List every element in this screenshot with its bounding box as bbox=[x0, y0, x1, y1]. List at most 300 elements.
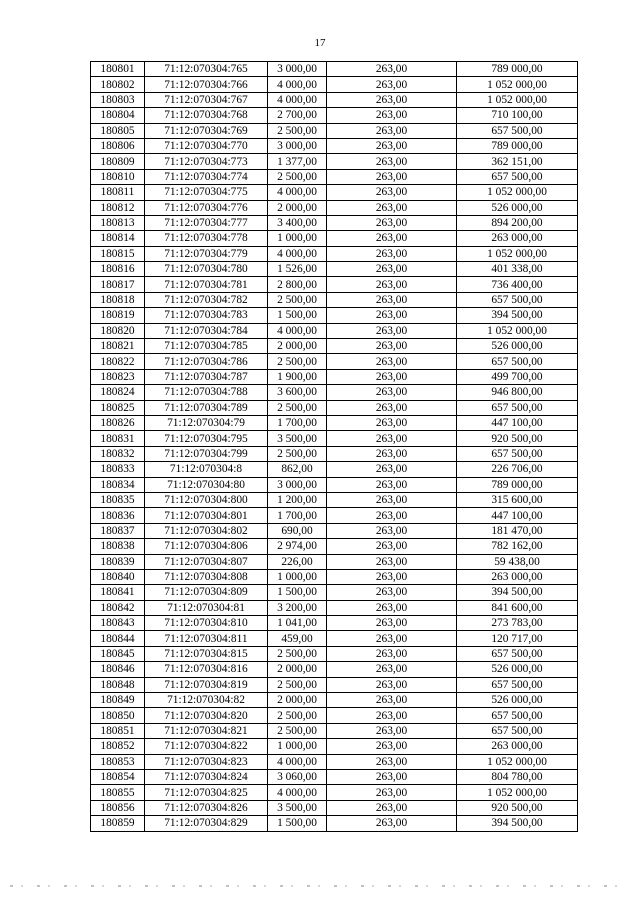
table-row bbox=[91, 154, 578, 169]
total-value-cell: 946 800,00 bbox=[457, 385, 578, 400]
area-cell: 3 200,00 bbox=[268, 600, 327, 615]
parcel-id-cell: 180831 bbox=[91, 431, 145, 446]
parcel-id-cell: 180854 bbox=[91, 769, 145, 784]
rate-cell: 263,00 bbox=[327, 523, 457, 538]
cadastral-number-cell: 71:12:070304:79 bbox=[145, 415, 268, 430]
area-cell: 4 000,00 bbox=[268, 754, 327, 769]
table-row bbox=[91, 492, 578, 507]
total-value-cell: 315 600,00 bbox=[457, 492, 578, 507]
rate-cell: 263,00 bbox=[327, 231, 457, 246]
parcel-id-cell: 180837 bbox=[91, 523, 145, 538]
total-value-cell: 394 500,00 bbox=[457, 308, 578, 323]
table-row bbox=[91, 569, 578, 584]
table-row bbox=[91, 708, 578, 723]
cadastral-number-cell: 71:12:070304:786 bbox=[145, 354, 268, 369]
parcel-id-cell: 180816 bbox=[91, 262, 145, 277]
parcel-id-cell: 180826 bbox=[91, 415, 145, 430]
cadastral-number-cell: 71:12:070304:787 bbox=[145, 369, 268, 384]
rate-cell: 263,00 bbox=[327, 585, 457, 600]
rate-cell: 263,00 bbox=[327, 339, 457, 354]
table-row bbox=[91, 339, 578, 354]
total-value-cell: 362 151,00 bbox=[457, 154, 578, 169]
parcel-id-cell: 180818 bbox=[91, 292, 145, 307]
rate-cell: 263,00 bbox=[327, 262, 457, 277]
rate-cell: 263,00 bbox=[327, 92, 457, 107]
table-row bbox=[91, 246, 578, 261]
rate-cell: 263,00 bbox=[327, 477, 457, 492]
table-row bbox=[91, 369, 578, 384]
rate-cell: 263,00 bbox=[327, 754, 457, 769]
table-row bbox=[91, 508, 578, 523]
area-cell: 2 000,00 bbox=[268, 662, 327, 677]
area-cell: 1 526,00 bbox=[268, 262, 327, 277]
table-row bbox=[91, 785, 578, 800]
area-cell: 3 000,00 bbox=[268, 62, 327, 77]
parcel-id-cell: 180842 bbox=[91, 600, 145, 615]
area-cell: 2 500,00 bbox=[268, 723, 327, 738]
area-cell: 1 000,00 bbox=[268, 231, 327, 246]
area-cell: 1 041,00 bbox=[268, 616, 327, 631]
parcel-id-cell: 180855 bbox=[91, 785, 145, 800]
rate-cell: 263,00 bbox=[327, 769, 457, 784]
cadastral-number-cell: 71:12:070304:829 bbox=[145, 816, 268, 831]
area-cell: 2 974,00 bbox=[268, 539, 327, 554]
total-value-cell: 736 400,00 bbox=[457, 277, 578, 292]
table-row bbox=[91, 200, 578, 215]
parcel-id-cell: 180833 bbox=[91, 462, 145, 477]
table-row bbox=[91, 308, 578, 323]
parcel-id-cell: 180809 bbox=[91, 154, 145, 169]
parcel-id-cell: 180852 bbox=[91, 739, 145, 754]
area-cell: 862,00 bbox=[268, 462, 327, 477]
rate-cell: 263,00 bbox=[327, 569, 457, 584]
table-row bbox=[91, 723, 578, 738]
area-cell: 2 500,00 bbox=[268, 400, 327, 415]
table-body bbox=[91, 62, 578, 832]
parcel-id-cell: 180843 bbox=[91, 616, 145, 631]
parcel-id-cell: 180812 bbox=[91, 200, 145, 215]
cadastral-number-cell: 71:12:070304:800 bbox=[145, 492, 268, 507]
table-row bbox=[91, 539, 578, 554]
table-row bbox=[91, 446, 578, 461]
rate-cell: 263,00 bbox=[327, 739, 457, 754]
rate-cell: 263,00 bbox=[327, 816, 457, 831]
area-cell: 4 000,00 bbox=[268, 92, 327, 107]
total-value-cell: 920 500,00 bbox=[457, 800, 578, 815]
area-cell: 3 500,00 bbox=[268, 431, 327, 446]
total-value-cell: 120 717,00 bbox=[457, 631, 578, 646]
table-row bbox=[91, 231, 578, 246]
table-row bbox=[91, 646, 578, 661]
total-value-cell: 263 000,00 bbox=[457, 231, 578, 246]
table-row bbox=[91, 462, 578, 477]
table-row bbox=[91, 108, 578, 123]
parcel-id-cell: 180805 bbox=[91, 123, 145, 138]
rate-cell: 263,00 bbox=[327, 539, 457, 554]
parcel-id-cell: 180836 bbox=[91, 508, 145, 523]
area-cell: 2 800,00 bbox=[268, 277, 327, 292]
total-value-cell: 1 052 000,00 bbox=[457, 754, 578, 769]
cadastral-number-cell: 71:12:070304:806 bbox=[145, 539, 268, 554]
total-value-cell: 394 500,00 bbox=[457, 585, 578, 600]
parcel-id-cell: 180802 bbox=[91, 77, 145, 92]
rate-cell: 263,00 bbox=[327, 600, 457, 615]
total-value-cell: 447 100,00 bbox=[457, 508, 578, 523]
area-cell: 1 900,00 bbox=[268, 369, 327, 384]
cadastral-number-cell: 71:12:070304:795 bbox=[145, 431, 268, 446]
rate-cell: 263,00 bbox=[327, 631, 457, 646]
table-row bbox=[91, 754, 578, 769]
total-value-cell: 1 052 000,00 bbox=[457, 92, 578, 107]
parcel-id-cell: 180832 bbox=[91, 446, 145, 461]
area-cell: 2 700,00 bbox=[268, 108, 327, 123]
total-value-cell: 1 052 000,00 bbox=[457, 246, 578, 261]
area-cell: 1 377,00 bbox=[268, 154, 327, 169]
parcel-id-cell: 180834 bbox=[91, 477, 145, 492]
area-cell: 1 000,00 bbox=[268, 739, 327, 754]
table-row bbox=[91, 354, 578, 369]
rate-cell: 263,00 bbox=[327, 200, 457, 215]
parcel-id-cell: 180823 bbox=[91, 369, 145, 384]
rate-cell: 263,00 bbox=[327, 508, 457, 523]
parcel-id-cell: 180819 bbox=[91, 308, 145, 323]
area-cell: 4 000,00 bbox=[268, 185, 327, 200]
rate-cell: 263,00 bbox=[327, 308, 457, 323]
cadastral-number-cell: 71:12:070304:780 bbox=[145, 262, 268, 277]
rate-cell: 263,00 bbox=[327, 708, 457, 723]
table-row bbox=[91, 631, 578, 646]
total-value-cell: 657 500,00 bbox=[457, 446, 578, 461]
area-cell: 1 000,00 bbox=[268, 569, 327, 584]
table-row bbox=[91, 677, 578, 692]
rate-cell: 263,00 bbox=[327, 323, 457, 338]
total-value-cell: 710 100,00 bbox=[457, 108, 578, 123]
cadastral-number-cell: 71:12:070304:777 bbox=[145, 215, 268, 230]
area-cell: 2 500,00 bbox=[268, 446, 327, 461]
cadastral-number-cell: 71:12:070304:820 bbox=[145, 708, 268, 723]
cadastral-number-cell: 71:12:070304:810 bbox=[145, 616, 268, 631]
parcel-id-cell: 180810 bbox=[91, 169, 145, 184]
cadastral-number-cell: 71:12:070304:767 bbox=[145, 92, 268, 107]
total-value-cell: 263 000,00 bbox=[457, 569, 578, 584]
total-value-cell: 789 000,00 bbox=[457, 138, 578, 153]
cadastral-number-cell: 71:12:070304:811 bbox=[145, 631, 268, 646]
cadastral-number-cell: 71:12:070304:784 bbox=[145, 323, 268, 338]
area-cell: 1 500,00 bbox=[268, 585, 327, 600]
table-row bbox=[91, 415, 578, 430]
total-value-cell: 181 470,00 bbox=[457, 523, 578, 538]
area-cell: 4 000,00 bbox=[268, 785, 327, 800]
rate-cell: 263,00 bbox=[327, 800, 457, 815]
area-cell: 3 000,00 bbox=[268, 138, 327, 153]
rate-cell: 263,00 bbox=[327, 123, 457, 138]
rate-cell: 263,00 bbox=[327, 62, 457, 77]
cadastral-number-cell: 71:12:070304:802 bbox=[145, 523, 268, 538]
rate-cell: 263,00 bbox=[327, 246, 457, 261]
parcel-id-cell: 180811 bbox=[91, 185, 145, 200]
total-value-cell: 59 438,00 bbox=[457, 554, 578, 569]
area-cell: 3 060,00 bbox=[268, 769, 327, 784]
table-row bbox=[91, 92, 578, 107]
parcel-id-cell: 180846 bbox=[91, 662, 145, 677]
cadastral-number-cell: 71:12:070304:778 bbox=[145, 231, 268, 246]
area-cell: 2 000,00 bbox=[268, 693, 327, 708]
cadastral-table bbox=[90, 61, 578, 832]
cadastral-number-cell: 71:12:070304:766 bbox=[145, 77, 268, 92]
parcel-id-cell: 180849 bbox=[91, 693, 145, 708]
area-cell: 1 500,00 bbox=[268, 308, 327, 323]
table-row bbox=[91, 800, 578, 815]
area-cell: 1 200,00 bbox=[268, 492, 327, 507]
total-value-cell: 657 500,00 bbox=[457, 169, 578, 184]
total-value-cell: 273 783,00 bbox=[457, 616, 578, 631]
rate-cell: 263,00 bbox=[327, 431, 457, 446]
cadastral-number-cell: 71:12:070304:823 bbox=[145, 754, 268, 769]
table-row bbox=[91, 292, 578, 307]
rate-cell: 263,00 bbox=[327, 723, 457, 738]
parcel-id-cell: 180850 bbox=[91, 708, 145, 723]
table-row bbox=[91, 400, 578, 415]
table-row bbox=[91, 262, 578, 277]
cadastral-number-cell: 71:12:070304:822 bbox=[145, 739, 268, 754]
cadastral-number-cell: 71:12:070304:783 bbox=[145, 308, 268, 323]
table-row bbox=[91, 693, 578, 708]
rate-cell: 263,00 bbox=[327, 616, 457, 631]
total-value-cell: 1 052 000,00 bbox=[457, 785, 578, 800]
parcel-id-cell: 180803 bbox=[91, 92, 145, 107]
parcel-id-cell: 180813 bbox=[91, 215, 145, 230]
parcel-id-cell: 180839 bbox=[91, 554, 145, 569]
cadastral-number-cell: 71:12:070304:779 bbox=[145, 246, 268, 261]
table-row bbox=[91, 123, 578, 138]
area-cell: 690,00 bbox=[268, 523, 327, 538]
cadastral-number-cell: 71:12:070304:808 bbox=[145, 569, 268, 584]
parcel-id-cell: 180825 bbox=[91, 400, 145, 415]
cadastral-number-cell: 71:12:070304:801 bbox=[145, 508, 268, 523]
page-number: 17 bbox=[314, 37, 326, 49]
parcel-id-cell: 180821 bbox=[91, 339, 145, 354]
table-row bbox=[91, 477, 578, 492]
area-cell: 1 700,00 bbox=[268, 415, 327, 430]
parcel-id-cell: 180859 bbox=[91, 816, 145, 831]
area-cell: 2 500,00 bbox=[268, 708, 327, 723]
table-row bbox=[91, 816, 578, 831]
parcel-id-cell: 180841 bbox=[91, 585, 145, 600]
rate-cell: 263,00 bbox=[327, 138, 457, 153]
rate-cell: 263,00 bbox=[327, 185, 457, 200]
cadastral-number-cell: 71:12:070304:821 bbox=[145, 723, 268, 738]
area-cell: 3 000,00 bbox=[268, 477, 327, 492]
table-row bbox=[91, 185, 578, 200]
parcel-id-cell: 180822 bbox=[91, 354, 145, 369]
rate-cell: 263,00 bbox=[327, 693, 457, 708]
cadastral-number-cell: 71:12:070304:773 bbox=[145, 154, 268, 169]
cadastral-number-cell: 71:12:070304:770 bbox=[145, 138, 268, 153]
rate-cell: 263,00 bbox=[327, 385, 457, 400]
cadastral-number-cell: 71:12:070304:816 bbox=[145, 662, 268, 677]
cadastral-number-cell: 71:12:070304:765 bbox=[145, 62, 268, 77]
cadastral-number-cell: 71:12:070304:769 bbox=[145, 123, 268, 138]
rate-cell: 263,00 bbox=[327, 677, 457, 692]
rate-cell: 263,00 bbox=[327, 215, 457, 230]
cadastral-number-cell: 71:12:070304:788 bbox=[145, 385, 268, 400]
area-cell: 3 500,00 bbox=[268, 800, 327, 815]
parcel-id-cell: 180856 bbox=[91, 800, 145, 815]
total-value-cell: 841 600,00 bbox=[457, 600, 578, 615]
area-cell: 2 500,00 bbox=[268, 646, 327, 661]
cadastral-number-cell: 71:12:070304:815 bbox=[145, 646, 268, 661]
parcel-id-cell: 180817 bbox=[91, 277, 145, 292]
table-row bbox=[91, 769, 578, 784]
rate-cell: 263,00 bbox=[327, 277, 457, 292]
total-value-cell: 920 500,00 bbox=[457, 431, 578, 446]
cadastral-number-cell: 71:12:070304:799 bbox=[145, 446, 268, 461]
area-cell: 2 000,00 bbox=[268, 339, 327, 354]
total-value-cell: 657 500,00 bbox=[457, 646, 578, 661]
rate-cell: 263,00 bbox=[327, 646, 457, 661]
area-cell: 2 500,00 bbox=[268, 123, 327, 138]
table-row bbox=[91, 739, 578, 754]
parcel-id-cell: 180844 bbox=[91, 631, 145, 646]
area-cell: 4 000,00 bbox=[268, 77, 327, 92]
cadastral-number-cell: 71:12:070304:826 bbox=[145, 800, 268, 815]
table-row bbox=[91, 385, 578, 400]
parcel-id-cell: 180806 bbox=[91, 138, 145, 153]
total-value-cell: 394 500,00 bbox=[457, 816, 578, 831]
total-value-cell: 526 000,00 bbox=[457, 339, 578, 354]
parcel-id-cell: 180845 bbox=[91, 646, 145, 661]
area-cell: 4 000,00 bbox=[268, 246, 327, 261]
cadastral-number-cell: 71:12:070304:82 bbox=[145, 693, 268, 708]
cadastral-number-cell: 71:12:070304:825 bbox=[145, 785, 268, 800]
area-cell: 226,00 bbox=[268, 554, 327, 569]
rate-cell: 263,00 bbox=[327, 554, 457, 569]
table-row bbox=[91, 323, 578, 338]
table-row bbox=[91, 169, 578, 184]
parcel-id-cell: 180853 bbox=[91, 754, 145, 769]
total-value-cell: 657 500,00 bbox=[457, 708, 578, 723]
area-cell: 3 600,00 bbox=[268, 385, 327, 400]
parcel-id-cell: 180840 bbox=[91, 569, 145, 584]
parcel-id-cell: 180835 bbox=[91, 492, 145, 507]
total-value-cell: 263 000,00 bbox=[457, 739, 578, 754]
parcel-id-cell: 180820 bbox=[91, 323, 145, 338]
total-value-cell: 401 338,00 bbox=[457, 262, 578, 277]
total-value-cell: 894 200,00 bbox=[457, 215, 578, 230]
rate-cell: 263,00 bbox=[327, 292, 457, 307]
area-cell: 2 500,00 bbox=[268, 354, 327, 369]
rate-cell: 263,00 bbox=[327, 462, 457, 477]
cadastral-number-cell: 71:12:070304:775 bbox=[145, 185, 268, 200]
area-cell: 2 500,00 bbox=[268, 677, 327, 692]
area-cell: 1 500,00 bbox=[268, 816, 327, 831]
table-row bbox=[91, 662, 578, 677]
table-row bbox=[91, 215, 578, 230]
total-value-cell: 526 000,00 bbox=[457, 662, 578, 677]
total-value-cell: 226 706,00 bbox=[457, 462, 578, 477]
scan-noise bbox=[10, 885, 620, 887]
area-cell: 3 400,00 bbox=[268, 215, 327, 230]
rate-cell: 263,00 bbox=[327, 77, 457, 92]
total-value-cell: 526 000,00 bbox=[457, 200, 578, 215]
cadastral-number-cell: 71:12:070304:819 bbox=[145, 677, 268, 692]
area-cell: 4 000,00 bbox=[268, 323, 327, 338]
table-row bbox=[91, 277, 578, 292]
table-row bbox=[91, 616, 578, 631]
parcel-id-cell: 180824 bbox=[91, 385, 145, 400]
rate-cell: 263,00 bbox=[327, 492, 457, 507]
total-value-cell: 657 500,00 bbox=[457, 677, 578, 692]
total-value-cell: 657 500,00 bbox=[457, 354, 578, 369]
rate-cell: 263,00 bbox=[327, 369, 457, 384]
total-value-cell: 1 052 000,00 bbox=[457, 185, 578, 200]
parcel-id-cell: 180804 bbox=[91, 108, 145, 123]
rate-cell: 263,00 bbox=[327, 169, 457, 184]
cadastral-number-cell: 71:12:070304:81 bbox=[145, 600, 268, 615]
rate-cell: 263,00 bbox=[327, 154, 457, 169]
total-value-cell: 657 500,00 bbox=[457, 400, 578, 415]
total-value-cell: 447 100,00 bbox=[457, 415, 578, 430]
table-row bbox=[91, 77, 578, 92]
cadastral-number-cell: 71:12:070304:785 bbox=[145, 339, 268, 354]
cadastral-number-cell: 71:12:070304:809 bbox=[145, 585, 268, 600]
rate-cell: 263,00 bbox=[327, 354, 457, 369]
parcel-id-cell: 180848 bbox=[91, 677, 145, 692]
total-value-cell: 1 052 000,00 bbox=[457, 323, 578, 338]
rate-cell: 263,00 bbox=[327, 400, 457, 415]
cadastral-number-cell: 71:12:070304:807 bbox=[145, 554, 268, 569]
table-row bbox=[91, 62, 578, 77]
area-cell: 1 700,00 bbox=[268, 508, 327, 523]
cadastral-number-cell: 71:12:070304:824 bbox=[145, 769, 268, 784]
parcel-id-cell: 180838 bbox=[91, 539, 145, 554]
cadastral-number-cell: 71:12:070304:781 bbox=[145, 277, 268, 292]
rate-cell: 263,00 bbox=[327, 785, 457, 800]
cadastral-number-cell: 71:12:070304:776 bbox=[145, 200, 268, 215]
parcel-id-cell: 180801 bbox=[91, 62, 145, 77]
cadastral-number-cell: 71:12:070304:782 bbox=[145, 292, 268, 307]
cadastral-number-cell: 71:12:070304:80 bbox=[145, 477, 268, 492]
total-value-cell: 526 000,00 bbox=[457, 693, 578, 708]
parcel-id-cell: 180815 bbox=[91, 246, 145, 261]
table-row bbox=[91, 523, 578, 538]
cadastral-number-cell: 71:12:070304:8 bbox=[145, 462, 268, 477]
parcel-id-cell: 180814 bbox=[91, 231, 145, 246]
total-value-cell: 657 500,00 bbox=[457, 723, 578, 738]
area-cell: 2 500,00 bbox=[268, 292, 327, 307]
total-value-cell: 499 700,00 bbox=[457, 369, 578, 384]
area-cell: 459,00 bbox=[268, 631, 327, 646]
cadastral-number-cell: 71:12:070304:789 bbox=[145, 400, 268, 415]
rate-cell: 263,00 bbox=[327, 415, 457, 430]
table-row bbox=[91, 554, 578, 569]
table-row bbox=[91, 585, 578, 600]
area-cell: 2 500,00 bbox=[268, 169, 327, 184]
total-value-cell: 1 052 000,00 bbox=[457, 77, 578, 92]
cadastral-number-cell: 71:12:070304:774 bbox=[145, 169, 268, 184]
rate-cell: 263,00 bbox=[327, 108, 457, 123]
area-cell: 2 000,00 bbox=[268, 200, 327, 215]
total-value-cell: 657 500,00 bbox=[457, 292, 578, 307]
table-row bbox=[91, 138, 578, 153]
table-row bbox=[91, 600, 578, 615]
total-value-cell: 789 000,00 bbox=[457, 62, 578, 77]
total-value-cell: 789 000,00 bbox=[457, 477, 578, 492]
table-row bbox=[91, 431, 578, 446]
total-value-cell: 657 500,00 bbox=[457, 123, 578, 138]
total-value-cell: 804 780,00 bbox=[457, 769, 578, 784]
cadastral-number-cell: 71:12:070304:768 bbox=[145, 108, 268, 123]
